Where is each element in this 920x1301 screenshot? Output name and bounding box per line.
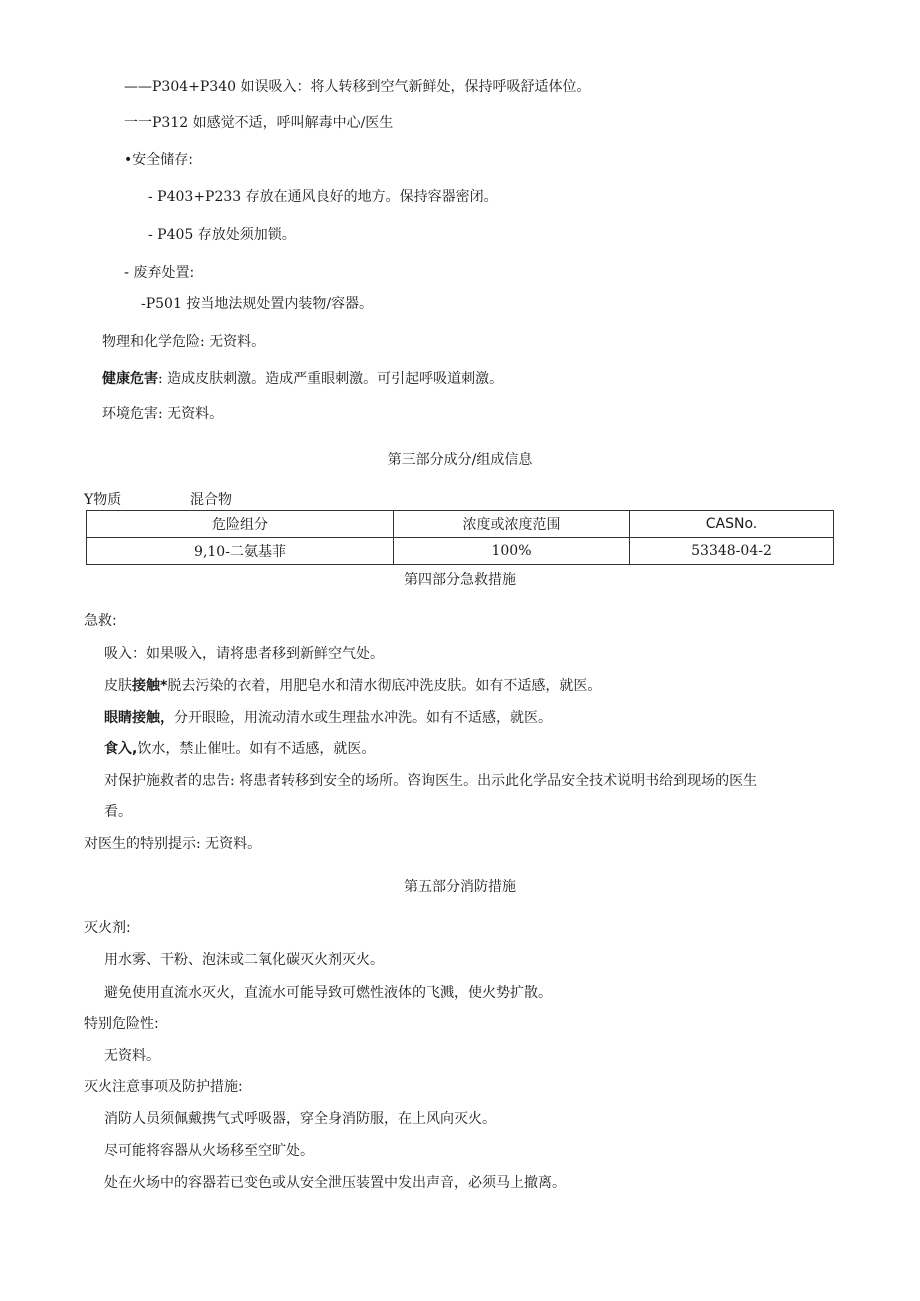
firefighting-precaution-2: 尽可能将容器从火场移至空旷处。 (104, 1143, 314, 1159)
eye-label: 眼睛接触， (104, 710, 174, 726)
column-header-cas: CASNo. (630, 511, 834, 538)
cell-component: 9,10-二氨基菲 (87, 538, 394, 565)
firefighting-precautions-heading: 灭火注意事项及防护措施: (84, 1079, 243, 1095)
firstaid-heading: 急救: (84, 613, 117, 629)
storage-item-p405: - P405 存放处须加锁。 (148, 227, 296, 243)
extinguishing-media-line1: 用水雾、干粉、泡沫或二氧化碳灭火剂灭火。 (104, 952, 384, 968)
skin-prefix: 皮肤 (104, 678, 132, 694)
ingestion-text: 饮水，禁止催吐。如有不适感，就医。 (137, 741, 376, 757)
firefighting-precaution-3: 处在火场中的容器若已变色或从安全泄压装置中发出声音，必须马上撤离。 (104, 1175, 566, 1191)
health-hazard (102, 369, 503, 389)
table-row (87, 538, 834, 565)
environment-hazard-label: 环境危害 (102, 406, 158, 422)
firstaid-ingestion (104, 739, 375, 759)
disposal-heading: - 废弃处置: (124, 265, 195, 281)
eye-text: 分开眼睑，用流动清水或生理盐水冲洗。如有不适感，就医。 (174, 710, 552, 726)
firstaid-inhalation: 吸入：如果吸入，请将患者移到新鲜空气处。 (104, 646, 384, 662)
section4-title: 第四部分急救措施 (404, 572, 516, 588)
cell-cas: 53348-04-2 (630, 538, 834, 565)
rescuer-label: 对保护施救者的忠告 (104, 773, 230, 789)
doctor-note (84, 834, 261, 854)
column-header-concentration: 浓度或浓度范围 (394, 511, 630, 538)
doctor-note-label: 对医生的特别提示 (84, 836, 196, 852)
firstaid-eye (104, 708, 552, 728)
storage-item-p403: - P403+P233 存放在通风良好的地方。保持容器密闭。 (148, 189, 498, 205)
precaution-p312: 一一P312 如感觉不适，呼叫解毒中心/医生 (124, 115, 394, 131)
health-hazard-value: : 造成皮肤刺激。造成严重眼刺激。可引起呼吸道刺激。 (158, 371, 504, 387)
environment-hazard (102, 404, 223, 424)
doctor-note-text: : 无资料。 (196, 836, 262, 852)
precaution-p304-p340: ——P304+P340 如误吸入：将人转移到空气新鲜处，保持呼吸舒适体位。 (124, 79, 591, 95)
physical-hazard-value: : 无资料。 (200, 334, 266, 350)
column-header-component: 危险组分 (87, 511, 394, 538)
special-hazards-value: 无资料。 (104, 1048, 160, 1064)
cell-concentration: 100% (394, 538, 630, 565)
environment-hazard-value: : 无资料。 (158, 406, 224, 422)
composition-header-row (87, 511, 834, 538)
substance-label: Y物质 (84, 492, 122, 508)
physical-hazard-label: 物理和化学危险 (102, 334, 200, 350)
rescuer-text: : 将患者转移到安全的场所。咨询医生。出示此化学品安全技术说明书给到现场的医生 (230, 773, 758, 789)
rescuer-advice-continued: 看。 (104, 804, 132, 820)
ingestion-label: 食入, (104, 741, 138, 757)
special-hazards-heading: 特别危险性: (84, 1016, 159, 1032)
skin-label: 接触* (132, 678, 168, 694)
firstaid-skin (104, 676, 601, 696)
substance-value: 混合物 (190, 492, 232, 508)
firefighting-precaution-1: 消防人员须佩戴携气式呼吸器，穿全身消防服，在上风向灭火。 (104, 1111, 496, 1127)
extinguishing-media-line2: 避免使用直流水灭火，直流水可能导致可燃性液体的飞溅，使火势扩散。 (104, 985, 552, 1001)
rescuer-advice (104, 771, 757, 791)
section5-title: 第五部分消防措施 (404, 879, 516, 895)
composition-table (86, 510, 834, 565)
storage-heading: •安全储存: (124, 152, 193, 168)
extinguishing-media-heading: 灭火剂: (84, 920, 131, 936)
health-hazard-label: 健康危害 (102, 371, 158, 387)
section3-title: 第三部分成分/组成信息 (387, 452, 533, 468)
skin-text: 脱去污染的衣着，用肥皂水和清水彻底冲洗皮肤。如有不适感，就医。 (167, 678, 602, 694)
disposal-item-p501: -P501 按当地法规处置内装物/容器。 (141, 296, 374, 312)
physical-hazard (102, 332, 265, 352)
